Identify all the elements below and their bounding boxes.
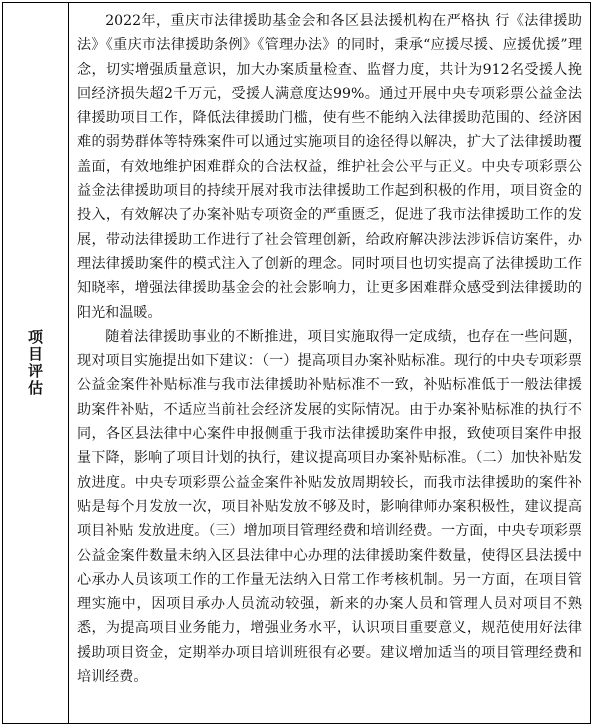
section-label: 项目评估 <box>26 329 44 397</box>
evaluation-paragraph-2: 随着法律援助事业的不断推进，项目实施取得一定成绩，也存在一些问题，现对项目实施提出如下建议：（一）提高项目办案补贴标准。现行的中央专项彩票公益金案件补贴标准与我市法律援助补贴标准不一致，补贴标准低于一般法律援助案件补贴，不适应当前社会经济发展的实际情况。由于办案补贴标准的执行不同，各区县法律中心案件申报侧重于我市法律援助案件申报，致使项目案件申报量下降，影响了项目计划的执行，建议提高项目办案补贴标准。（二）加快补贴发放进度。中央专项彩票公益金案件补贴发放周期较长，而我市法律援助的案件补贴是每个月发放一次，项目补贴发放不够及时，影响律师办案积极性，建议提高项目补贴 发放进度。（三）增加项目管理经费和培训经费。一方面，中央专项彩票公益金案件数量未纳入区县法律中心办理的法律援助案件数量，使得区县法援中心承办人员该项工作的工作量无法纳入日常工作考核机制。另一方面，在项目管理实施中，因项目承办人员流动较强，新来的办案人员和管理人员对项目不熟悉，为提高项目业务能力，增强业务水平，认识项目重要意义，规范使用好法律援助项目资金，定期举办项目培训班很有必要。建议增加适当的项目管理经费和培训经费。 <box>77 328 582 686</box>
evaluation-content-cell <box>69 3 590 723</box>
evaluation-paragraph-1: 2022年，重庆市法律援助基金会和各区县法援机构在严格执 行《法律援助法》《重庆市法律援助条例》《管理办法》的同时，秉承“应援尽援、应援优援”理念，切实增强质量意识，加大办案质量检查、监督力度，共计为912名受援人挽回经济损失超2千万元，受援人满意度达99%。通过开展中央专项彩票公益金法律援助项目工作，降低法律援助门槛，使有些不能纳入法律援助范围的、经济困难的弱势群体等特殊案件可以通过实施项目的途径得以解决，扩大了法律援助覆盖面，有效地维护困难群众的合法权益，维护社会公平与正义。中央专项彩票公益金法律援助项目的持续开展对我市法律援助工作起到积极的作用，项目资金的投入，有效解决了办案补贴专项资金的严重匮乏，促进了我市法律援助工作的发展，带动法律援助工作进行了社会管理创新，给政府解决涉法涉诉信访案件，办理法律援助案件的模式注入了创新的理念。同时项目也切实提高了法律援助工作知晓率，增强法律援助基金会的社会影响力，让更多困难群众感受到法律援助的阳光和温暖。 <box>77 13 582 321</box>
evaluation-table <box>2 2 591 724</box>
section-label-cell <box>3 3 69 723</box>
